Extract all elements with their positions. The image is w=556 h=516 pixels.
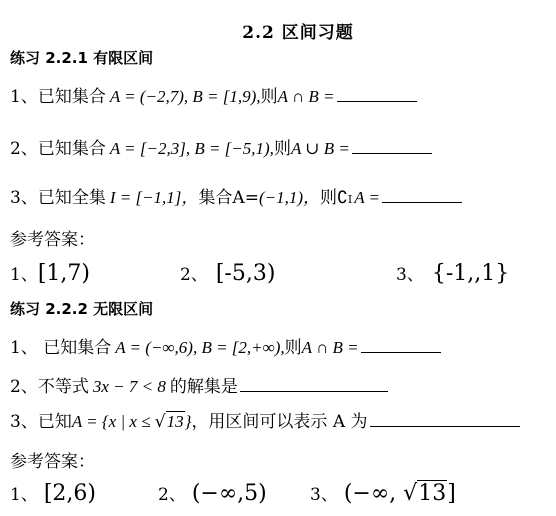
question-math: 3x − 7 < 8 xyxy=(92,377,166,396)
question-expr: A ∪ B = xyxy=(290,139,350,158)
page-title: 2.2 区间习题 xyxy=(242,23,354,43)
question-2-3 xyxy=(10,407,520,432)
question-then: 则 xyxy=(320,188,337,208)
sqrt-radicand: 13 xyxy=(166,412,184,431)
answer-blank xyxy=(361,351,441,353)
question-tail: 的解集是 xyxy=(169,377,238,397)
sqrt-symbol: √ 13 xyxy=(154,412,184,432)
answer-value: (−∞,5) xyxy=(191,481,267,506)
answer-1-3 xyxy=(396,260,509,286)
answer-value: [1,7) xyxy=(37,261,90,286)
complement-symbol: ∁ xyxy=(337,188,348,208)
sqrt-radicand: 13 xyxy=(418,481,447,506)
answer-close: ] xyxy=(447,481,456,506)
question-number: 2、 xyxy=(10,139,38,159)
answer-value: (−∞, xyxy=(343,481,404,506)
question-1-3 xyxy=(10,183,462,208)
answer-value: [-5,3) xyxy=(215,261,276,286)
question-text: 已知 xyxy=(37,412,72,432)
answer-blank xyxy=(352,152,432,154)
question-number: 1、 xyxy=(10,338,38,358)
question-then: 则 xyxy=(284,338,302,358)
answers-label: 参考答案： xyxy=(10,452,95,472)
sqrt-symbol: √ 13 xyxy=(403,481,447,506)
question-text: 已知全集 xyxy=(37,188,106,208)
answer-blank xyxy=(240,390,388,392)
question-math: A = (−∞,6), B = [2,+∞), xyxy=(115,338,285,357)
question-then: 则 xyxy=(273,139,291,159)
answer-2-2 xyxy=(158,480,267,506)
question-then: 则 xyxy=(260,87,278,107)
question-1-1 xyxy=(10,82,417,107)
answer-number: 1、 xyxy=(10,485,38,505)
answer-number: 2、 xyxy=(180,265,208,285)
question-expr: A = xyxy=(354,188,380,207)
answer-number: 1、 xyxy=(10,265,38,285)
answer-1-2 xyxy=(180,260,275,286)
answer-blank xyxy=(337,100,417,102)
section-heading-infinite: 练习 2.2.2 无限区间 xyxy=(10,300,154,318)
question-set: 集合A= xyxy=(198,188,259,208)
answer-number: 3、 xyxy=(310,485,338,505)
question-2-1 xyxy=(10,333,441,358)
question-1-2 xyxy=(10,134,432,159)
question-number: 3、 xyxy=(10,412,38,432)
question-2-2 xyxy=(10,372,388,397)
question-number: 2、 xyxy=(10,377,38,397)
question-text: 不等式 xyxy=(37,377,89,397)
answer-blank xyxy=(382,201,462,203)
question-math: A = {x | x ≤ xyxy=(71,412,155,431)
question-number: 3、 xyxy=(10,188,38,208)
answer-blank xyxy=(370,425,520,427)
question-text: 已知集合 xyxy=(37,338,112,358)
answers-label: 参考答案： xyxy=(10,230,95,250)
question-math: A = (−2,7), B = [1,9), xyxy=(109,87,261,106)
question-interval: (−1,1)， xyxy=(258,188,320,207)
complement-subscript: I xyxy=(347,193,353,206)
question-expr: A ∩ B = xyxy=(301,338,359,357)
answer-value: [2,6) xyxy=(43,481,96,506)
answer-number: 3、 xyxy=(396,265,424,285)
question-tail: ，用区间可以表示 A 为 xyxy=(191,412,368,432)
answer-value: {-1,,1} xyxy=(431,261,510,286)
question-number: 1、 xyxy=(10,87,38,107)
answer-2-3 xyxy=(310,480,456,506)
question-text: 已知集合 xyxy=(37,87,106,107)
answer-1-1 xyxy=(10,260,90,286)
question-math: A = [−2,3], B = [−5,1), xyxy=(109,139,274,158)
section-heading-finite: 练习 2.2.1 有限区间 xyxy=(10,49,154,67)
answer-2-1 xyxy=(10,480,96,506)
question-close: } xyxy=(184,412,192,431)
question-expr: A ∩ B = xyxy=(277,87,335,106)
question-text: 已知集合 xyxy=(37,139,106,159)
answer-number: 2、 xyxy=(158,485,186,505)
question-math: I = [−1,1]， xyxy=(109,188,199,207)
